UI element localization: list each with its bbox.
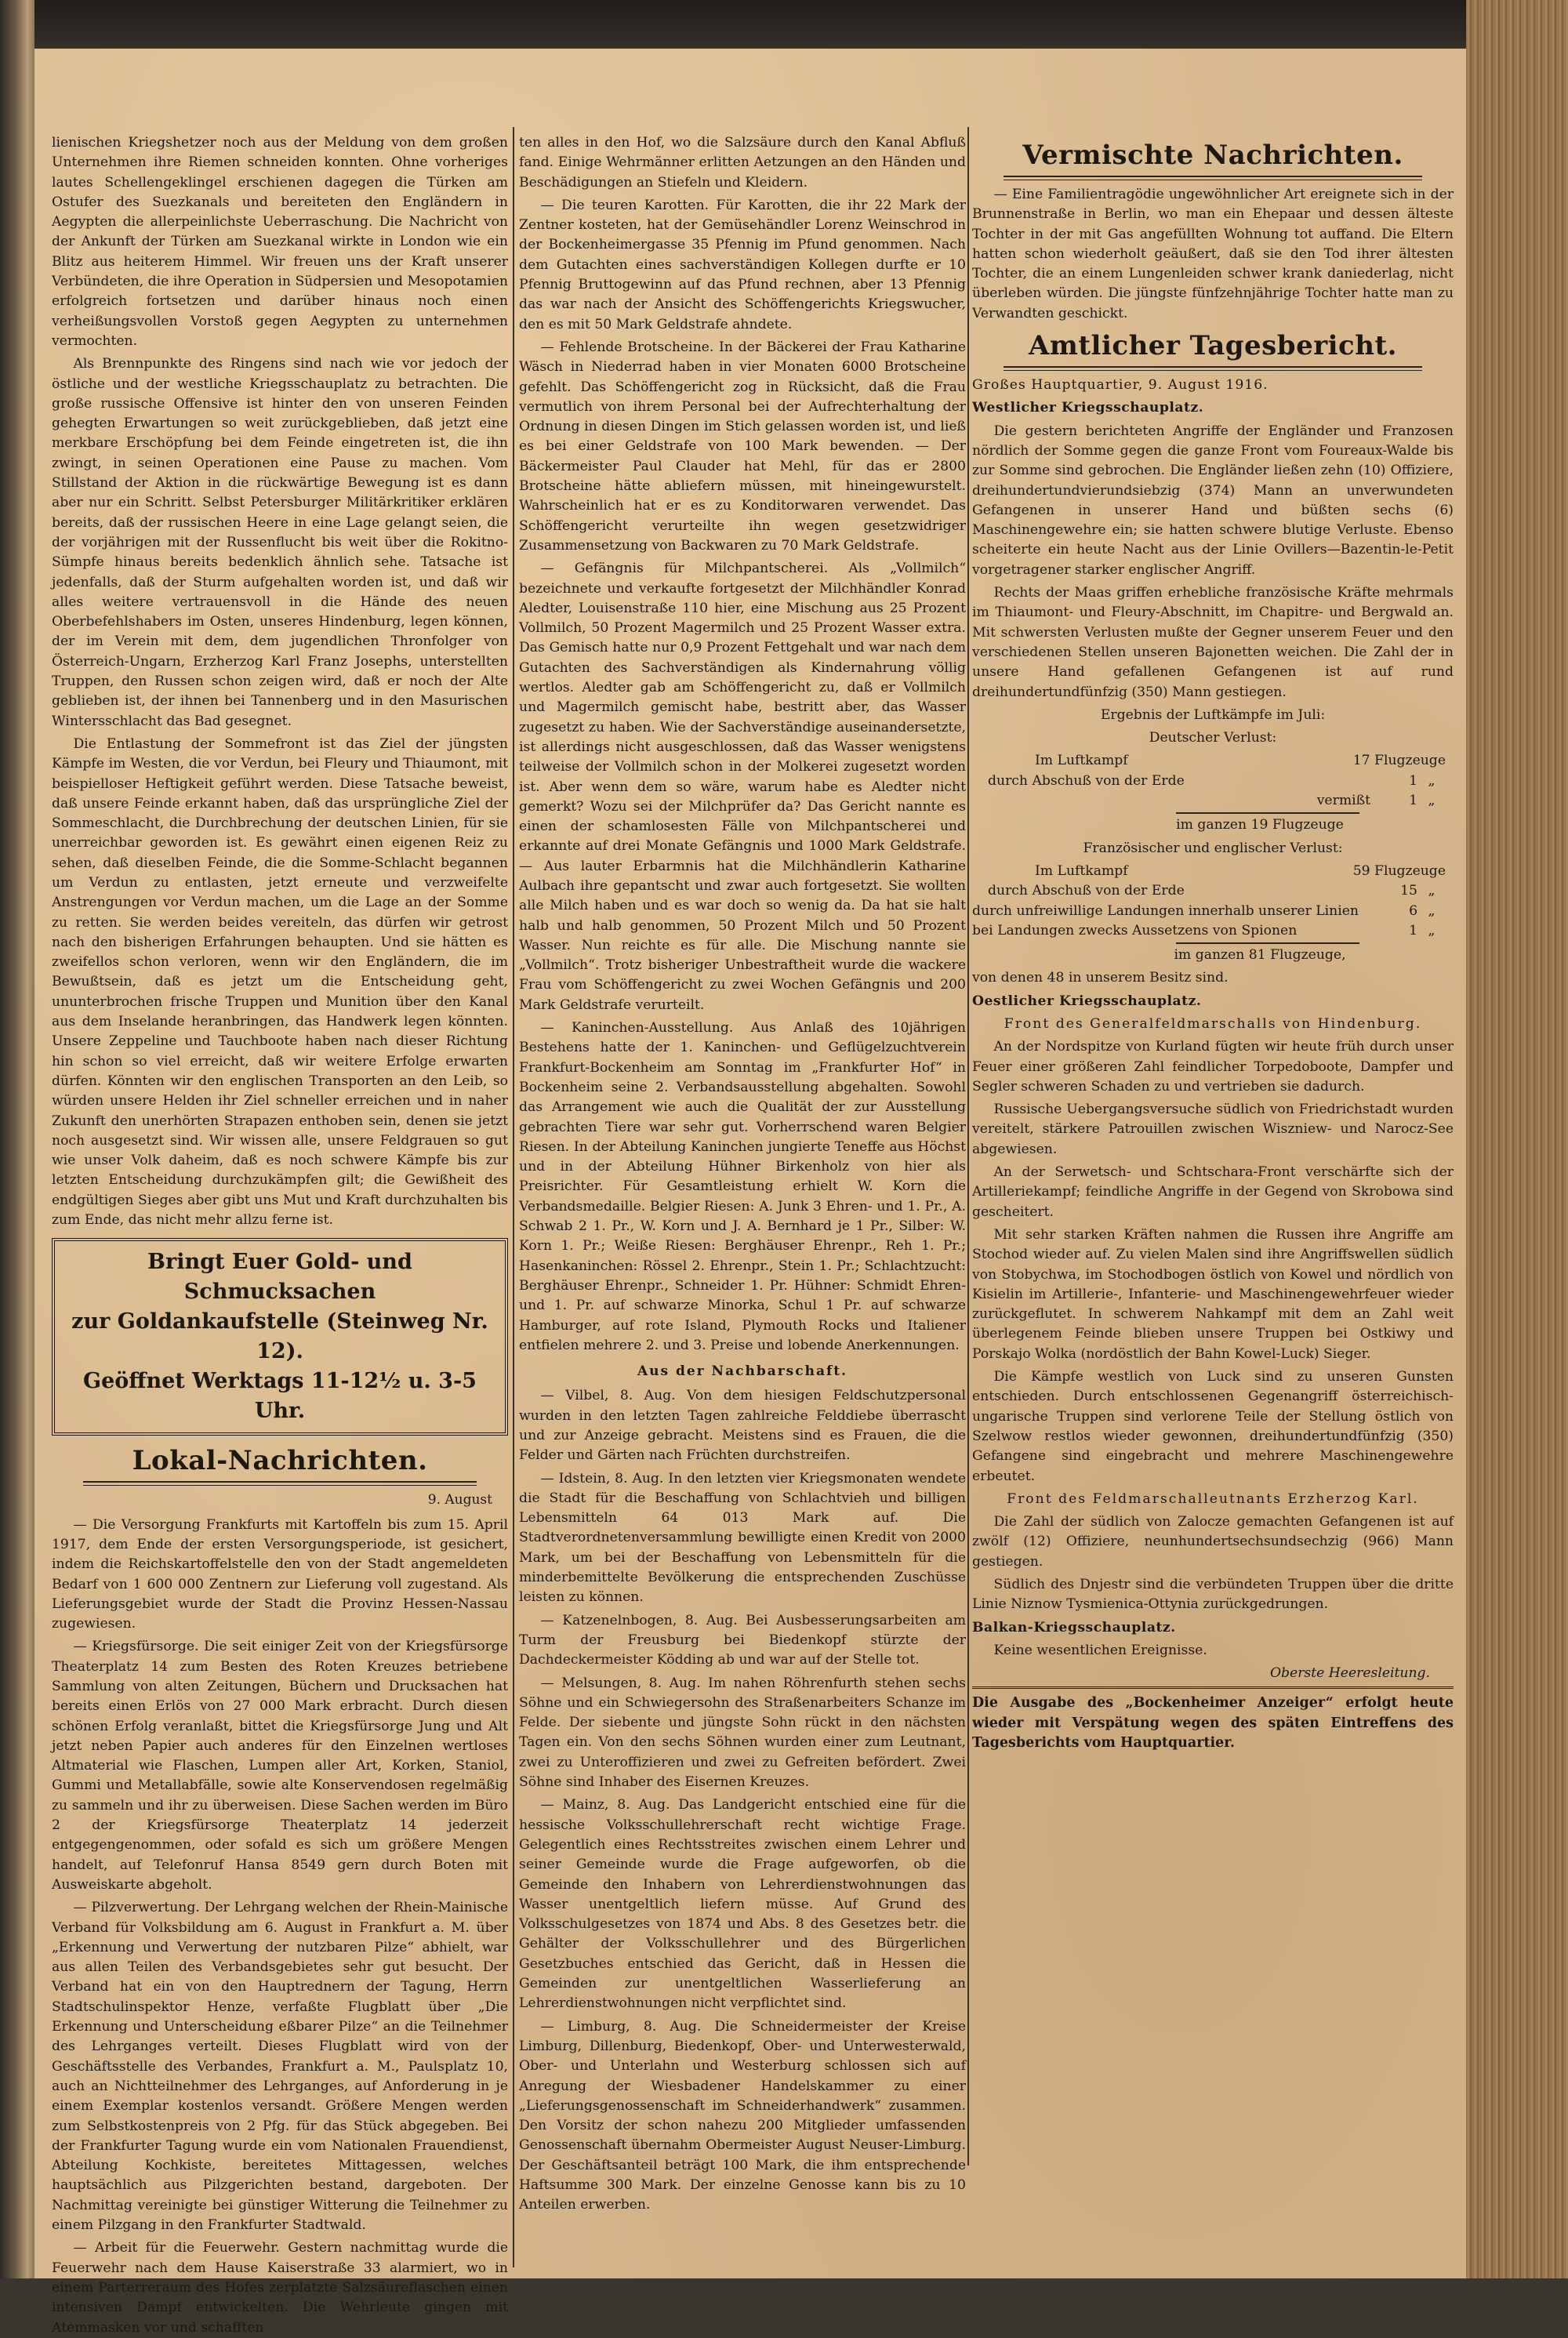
local-news-item: — Kriegsfürsorge. Die seit einiger Zeit von der Kriegsfürsorge Theaterplatz 14 zum Besten des Roten Kreuzes betriebene Sammlung von alten Zeitungen, Büchern und Drucksachen hat bereits einen Erlös von 27 000 Mark erbracht. Durch diesen schönen Erfolg veranlaßt, bittet die Kriegsfürsorge Jung und Alt jetzt neben Papier auch anderes für den Einzelnen wertloses Altmaterial wie Flaschen, Lumpen aller Art, Korken, Staniol, Gummi und Metallabfälle, sowie alte Konservendosen regelmäßig zu sammeln und ihr zu überweisen. Diese Sachen werden im Büro 2 der Kriegsfürsorge Theaterplatz 14 jederzeit entgegengenommen, oder sofald es sich um größere Mengen handelt, auf Telefonruf Hansa 8549 gern durch Boten mit Ausweiskarte abgeholt. — [52, 1639, 508, 1893]
report-paragraph: Die Kämpfe westlich von Luck sind zu unseren Gunsten entschieden. Durch entschlossenen Gegenangriff österreichisch-ungarische Truppen sind verlorene Teile der Stellung östlich von Szelwow restlos wieder gewonnen, dreihundertundfünfzig (350) Gefangene sind eingebracht und mehrere Maschinengewehre erbeutet. — [972, 1369, 1454, 1484]
ad-line: zur Goldankaufstelle (Steinweg Nr. 12). — [71, 1309, 488, 1364]
balkan-theater-title: Balkan-Kriegsschauplatz. — [972, 1619, 1176, 1636]
column-divider — [967, 127, 969, 2166]
heading-rule — [1004, 366, 1422, 371]
neighborhood-item: — Katzenelnbogen, 8. Aug. Bei Ausbesserungsarbeiten am Turm der Freusburg bei Biedenkopf stürzte der Dachdeckermeister Ködding ab und war auf der Stelle tot. — [519, 1612, 966, 1668]
report-paragraph: Keine wesentlichen Ereignisse. — [993, 1642, 1207, 1658]
report-signature: Oberste Heeresleitung. — [1269, 1665, 1430, 1682]
neighborhood-item: — Limburg, 8. Aug. Die Schneidermeister der Kreise Limburg, Dillenburg, Biedenkopf, Ober- und Unterwesterwald, Ober- und Unterlahn und Westerburg schlossen sich auf Anregung der Wiesbadener Handelskammer zu einer „Lieferungsgenossenschaft im Schneiderhandwerk“ zusammen. Den Vorsitz der schon nahezu 200 Mitglieder umfassenden Genossenschaft übernahm Obermeister August Neuser-Limburg. Der Geschäftsanteil beträgt 100 Mark, die ihm entsprechende Haftsumme 300 Mark. Der einzelne Genosse kann bis zu 10 Anteilen erwerben. — [519, 2018, 966, 2213]
allied-loss-note: von denen 48 in unserem Besitz sind. — [972, 970, 1229, 986]
hindenburg-front-title: Front des Generalfeldmarschalls von Hindenburg. — [1004, 1015, 1422, 1032]
allied-loss-involuntary — [972, 902, 1454, 921]
air-results-title: Ergebnis der Luftkämpfe im Juli: — [1100, 706, 1326, 723]
book-page-edges-right — [1466, 0, 1568, 2278]
allied-losses-title: Französischer und englischer Verlust: — [1083, 840, 1343, 856]
report-paragraph: Südlich des Dnjestr sind die verbündeten Truppen über die dritte Linie Niznow Tysmienica-Ottynia zurückgedrungen. — [972, 1577, 1454, 1613]
binding-shadow — [0, 0, 1568, 55]
column-2 — [519, 133, 966, 2247]
report-paragraph: Die gestern berichteten Angriffe der Engländer und Franzosen nördlich der Somme gegen die ganze Front vom Foureaux-Walde bis zur Somme sind gebrochen. Die Engländer ließen zehn (10) Offiziere, dreihundertundvierundsiebzig (374) Mann an unverwundeten Gefangenen in unserer Hand und büßten sechs (6) Maschinengewehre ein; sie hatten schwere blutige Verluste. Ebenso scheiterte ein heute Nacht aus der Linie Ovillers—Bazentin-le-Petit vorgetragener starker englischer Angriff. — [972, 423, 1454, 578]
neighborhood-item: — Vilbel, 8. Aug. Von dem hiesigen Feldschutzpersonal wurden in den letzten Tagen zahlreiche Felddiebe überrascht und zur Anzeige gebracht. Meistens sind es Frauen, die die Felder und Gärten nach Früchten durchstreifen. — [519, 1388, 966, 1464]
ditto-mark: „ — [1428, 883, 1436, 899]
report-paragraph: Die Zahl der südlich von Zalocze gemachten Gefangenen ist auf zwölf (12) Offiziere, neunhundertsechsundsechzig (966) Mann gestiegen. — [972, 1514, 1454, 1570]
stat-label: durch Abschuß von der Erde — [988, 772, 1185, 789]
report-paragraph: An der Serwetsch- und Schtschara-Front verschärfte sich der Artilleriekampf; feindliche Angriffe in der Gegend von Skrobowa sind gescheitert. — [972, 1164, 1454, 1220]
german-loss-total: im ganzen 19 Flugzeuge — [1176, 817, 1344, 833]
allied-loss-spies — [972, 921, 1454, 941]
stat-value: 1 — [1409, 772, 1417, 789]
local-news-heading: Lokal-Nachrichten. — [132, 1445, 428, 1477]
neighborhood-item: — Mainz, 8. Aug. Das Landgericht entschied eine für die hessische Volksschullehrerschaft recht wichtige Frage. Gelegentlich eines Rechtsstreites zwischen einem Lehrer und seiner Gemeinde wurde die Frage aufgeworfen, ob die Gemeinde den Inhabern von Lehrerdienstwohnungen das Wasser unentgeltlich liefern müsse. Auf Grund des Volksschulgesetzes von 1874 und Abs. 8 des Gesetzes betr. die Gehälter der Volksschullehrer und des Bürgerlichen Gesetzbuches entschied das Gericht, daß in Hessen die Gemeinden zur unentgeltlichen Wasserlieferung an Lehrerdienstwohnungen nicht verpflichtet sind. — [519, 1797, 966, 2012]
delay-notice: Die Ausgabe des „Bockenheimer Anzeiger“ erfolgt heute wieder mit Verspätung wegen des späten Eintreffens des Tagesberichts vom Hauptquartier. — [972, 1686, 1454, 1753]
local-news-item: — Gefängnis für Milchpantscherei. Als „Vollmilch“ bezeichnete und verkaufte fortgesetzt der Milchhändler Konrad Aledter, Louisenstraße 110 hier, eine Mischung aus 25 Prozent Vollmilch, 50 Prozent Magermilch und 25 Prozent Wasser extra. Das Gemisch hatte nur 0,9 Prozent Fettgehalt und war nach dem Gutachten des Sachverständigen als Kindernahrung völlig wertlos. Aledter gab am Schöffengericht zu, daß er Vollmilch und Magermilch gemischt habe, bestritt aber, das Wasser zugesetzt zu haben. Wie der Sachverständige auseinandersetzte, ist allerdings nicht ausgeschlossen, daß das Wasser wenigstens teilweise der Vollmilch schon in der Molkerei zugesetzt worden ist. Aber wenn dem so wäre, warum habe es Aledter nicht gemerkt? Wozu sei der Milchprüfer da? Das Gericht nannte es einen der schamlosesten Fälle von Milchpantscherei und erkannte auf drei Monate Gefängnis und 1000 Mark Geldstrafe. — Aus lauter Erbarmnis hat die Milchhändlerin Katharine Aulbach ihre gepantscht und zwar auch fortgesetzt. Sie wollten alle Milch haben und es war doch so wenig da. Da hat sie halt halb und halb genommen, 50 Prozent Milch und 50 Prozent Wasser. Nun reichte es für alle. Die Mischung nannte sie „Vollmilch“. Trotz bisheriger Unbestraftheit wurde die wackere Frau vom Schöffengericht zu zwei Wochen Gefängnis und 200 Mark Geldstrafe verurteilt. — [519, 561, 966, 1013]
german-loss-missing — [972, 791, 1454, 811]
sum-rule — [1176, 812, 1359, 814]
local-news-item: — Die teuren Karotten. Für Karotten, die ihr 22 Mark der Zentner kosteten, hat der Gemüsehändler Lorenz Weinschrod in der Bockenheimergasse 35 Pfennig im Pfund genommen. Nach dem Gutachten eines sachverständigen Kollegen durfte er 10 Pfennig Bruttogewinn auf das Pfund rechnen, aber 13 Pfennig das war nach der Ansicht des Schöffengerichts Kriegswucher, den es mit 50 Mark Geldstrafe ahndete. — [519, 197, 966, 332]
allied-loss-aircombat — [972, 862, 1454, 881]
stat-value: 1 — [1409, 922, 1417, 938]
ad-line: Bringt Euer Gold- und Schmucksachen — [147, 1250, 412, 1305]
heading-rule — [1004, 176, 1422, 180]
eastern-theater-title: Oestlicher Kriegsschauplatz. — [972, 993, 1202, 1009]
local-news-item: — Fehlende Brotscheine. In der Bäckerei der Frau Katharine Wäsch in Niederrad haben in vier Monaten 6000 Brotscheine gefehlt. Das Schöffengericht zog in Rücksicht, daß die Frau vermutlich von ihrem Personal bei der Aufrechterhaltung der Ordnung in diesen Dingen im Stich gelassen worden ist, und ließ es bei einer Geldstrafe von 100 Mark bewenden. — Der Bäckermeister Paul Clauder hat Mehl, für das er 2800 Brotscheine hätte abliefern müssen, mit hineingewurstelt. Wahrscheinlich hat er es zu Konditorwaren verwendet. Das Schöffengericht verurteilte ihn wegen gesetzwidriger Zusammensetzung von Backwaren zu 70 Mark Geldstrafe. — [519, 339, 966, 554]
report-headline: Großes Hauptquartier, 9. August 1916. — [972, 377, 1269, 394]
allied-loss-total: im ganzen 81 Flugzeuge, — [1174, 947, 1346, 964]
report-paragraph: Russische Uebergangsversuche südlich von Friedrichstadt wurden vereitelt, stärkere Patrouillen zwischen Wiszniew- und Narocz-See abgewiesen. — [972, 1102, 1454, 1157]
ad-line: Geöffnet Werktags 11-12½ u. 3-5 Uhr. — [83, 1369, 477, 1424]
daily-report-heading: Amtlicher Tagesbericht. — [1028, 330, 1398, 362]
article-paragraph: lienischen Kriegshetzer noch aus der Meldung von dem großen Unternehmen ihre Riemen schneiden konnten. Ohne vorheriges lautes Schellengeklingel erschienen dagegen die Türken am Ostufer des Suezkanals und bereiteten den Engländern in Aegypten die allerpeinlichste Ueberraschung. Die Nachricht von der Ankunft der Türken am Suezkanal wirkte in London wie ein Blitz aus heiterem Himmel. Wir freuen uns der Kraft unserer Verbündeten, die ihre Operation in Südpersien und Mesopotamien erfolgreich fortsetzen und darüber hinaus noch einen verheißungsvollen Vorstoß gegen Aegypten zu unternehmen vermochten. — [52, 135, 508, 349]
local-news-item: — Pilzverwertung. Der Lehrgang welchen der Rhein-Mainische Verband für Volksbildung am 6. August in Frankfurt a. M. über „Erkennung und Verwertung der nutzbaren Pilze“ abhielt, war aus allen Teilen des Verbandsgebietes sehr gut besucht. Der Verband hat ein von den Hauptrednern der Tagung, Herrn Stadtschulinspektor Henze, verfaßte Flugblatt über „Die Erkennung und Unterscheidung eßbarer Pilze“ an die Teilnehmer des Lehrganges verteilt. Dieses Flugblatt wird von der Geschäftsstelle des Verbandes, Frankfurt a. M., Paulsplatz 10, auch an Nichtteilnehmer des Lehrganges, auf Anforderung in je einem Exemplar kostenlos versandt. Größere Mengen werden zum Selbstkostenpreis von 2 Pfg. für das Stück abgegeben. Bei der Frankfurter Tagung wurde ein vom Nationalen Frauendienst, Abteilung Kochkiste, bereitetes Mittagessen, welches hauptsächlich aus Pilzgerichten bestand, dargeboten. Der Nachmittag vereinigte bei günstiger Witterung die Teilnehmer zu einem Pilzgang in den Frankfurter Stadtwald. — [52, 1900, 508, 2234]
stat-value: 59 Flugzeuge — [1352, 862, 1446, 879]
german-loss-ground — [972, 771, 1454, 791]
report-paragraph: Rechts der Maas griffen erhebliche französische Kräfte mehrmals im Thiaumont- und Fleury-Abschnitt, im Chapitre- und Bergwald an. Mit schwersten Verlusten mußte der Gegner unserem Feuer und den verschiedenen Stellen unseren Bajonetten weichen. Die Zahl der in unsere Hand gefallenen Gefangenen ist auf rund dreihundertundfünfzig (350) Mann gestiegen. — [972, 585, 1454, 700]
stat-value: 6 — [1409, 902, 1417, 919]
report-paragraph: An der Nordspitze von Kurland fügten wir heute früh durch unser Feuer einer größeren Zahl feindlicher Torpedoboote, Dampfer und Segler schweren Schaden zu und vertrieben sie dadurch. — [972, 1039, 1454, 1095]
stat-label: vermißt — [1316, 793, 1370, 809]
book-spine-left — [0, 0, 34, 2278]
sum-rule — [1176, 942, 1359, 944]
allied-loss-ground — [972, 881, 1454, 901]
local-news-item: — Arbeit für die Feuerwehr. Gestern nachmittag wurde die Feuerwehr nach dem Hause Kaiserstraße 33 alarmiert, wo in einem Parterreraum des Hofes zerplatzte Salzsäureflaschen einen intensiven Dampf entwickelten. Die Wehrleute gingen mit Atemmasken vor und schafften — [52, 2240, 508, 2336]
german-losses-title: Deutscher Verlust: — [1149, 730, 1277, 746]
report-paragraph: Mit sehr starken Kräften nahmen die Russen ihre Angriffe am Stochod wieder auf. Zu vielen Malen sind ihre Angriffswellen südlich von Stobychwa, im Stochodbogen östlich von Kowel und nördlich von Kisielin im Artillerie-, Infanterie- und Maschinengewehrfeuer wieder zurückgeflutet. In schwerem Nahkampf mit dem an Zahl weit überlegenem Feinde blieben unsere Truppen bei Ostkiwy und Porskajo Wolka (nordöstlich der Bahn Kowel-Luck) Sieger. — [972, 1226, 1454, 1362]
heading-rule — [83, 1481, 477, 1486]
stat-label: Im Luftkampf — [1035, 753, 1128, 769]
column-1 — [52, 133, 508, 2336]
ditto-mark: „ — [1428, 793, 1436, 809]
ditto-mark: „ — [1428, 772, 1436, 789]
article-paragraph: Die Entlastung der Sommefront ist das Ziel der jüngsten Kämpfe im Westen, die vor Verdun, bei Fleury und Thiaumont, mit beispielloser Heftigkeit geführt werden. Diese Tatsache beweist, daß unsere Feinde erkannt haben, daß das ursprüngliche Ziel der Sommeschlacht, die Durchbrechung der deutschen Linien, für sie unerreichbar geworden ist. Es gewährt einen eigenen Reiz zu sehen, daß dieselben Feinde, die die Somme-Schlacht begannen um Verdun zu entlasten, jetzt erneute und verzweifelte Anstrengungen vor Verdun machen, um die Lage an der Somme zu retten. Sie werden beides vereiteln, das dürfen wir getrost nach den bisherigen Erfahrungen behaupten. Und sie hätten es zweifellos schon verloren, wenn wir den Engländern, die im Bewußtsein, daß es jetzt um die Entscheidung geht, ununterbrochen frische Truppen und Munition über den Kanal aus dem Inselande heranbringen, das Handwerk legen könnten. Unsere Zeppeline und Tauchboote haben nach dieser Richtung hin schon so viel erreicht, daß wir weitere Erfolge erwarten dürfen. Könnten wir den englischen Transporten an den Leib, so würden unsere Helden ihr Ziel schneller erreichen und in naher Zukunft den unerhörten Strapazen enthoben sein, denen sie jetzt noch ausgesetzt sind. Wir wissen alle, unsere Feldgrauen so gut wie unser Volk daheim, daß es noch schwere Kämpfe bis zur letzten Entscheidung durchzukämpfen gilt; die Gewißheit des endgültigen Sieges aber gibt uns Mut und Kraft durchzuhalten bis zum Ende, das nicht mehr allzu ferne ist. — [52, 735, 508, 1229]
stat-value: 17 Flugzeuge — [1352, 753, 1446, 769]
gold-purchase-advertisement — [52, 1238, 508, 1436]
column-3 — [972, 133, 1454, 2247]
ditto-mark: „ — [1428, 922, 1436, 938]
article-paragraph: Als Brennpunkte des Ringens sind nach wie vor jedoch der östliche und der westliche Kriegsschauplatz zu betrachten. Die große russische Offensive ist hinter den von unseren Feinden gehegten Erwartungen so weit zurückgeblieben, daß jetzt eine merkbare Erschöpfung bei dem Feinde eingetreten ist, die ihn zwingt, in seinen Operationen eine Pause zu machen. Vom Stillstand der Aktion in die rückwärtige Bewegung ist es dann aber nur ein Schritt. Selbst Petersburger Militärkritiker erklären bereits, daß der russischen Heere in eine Lage gelangt seien, die der vorjährigen mit der Russenflucht bis weit über die Rokitno-Sümpfe hinaus bereits bedenklich ähnlich sehe. Tatsache ist jedenfalls, daß der Sturm aufgehalten worden ist, und daß wir alles weitere vertrauensvoll in die Hände des neuen Oberbefehlshabers im Osten, unseres Hindenburg, legen können, der im Verein mit dem, dem jugendlichen Thronfolger von Österreich-Ungarn, Erzherzog Karl Franz Josephs, unterstellten Truppen, den Russen schon zeigen wird, daß er noch der Alte geblieben ist, der ihnen bei Tannenberg und in den Masurischen Wintersschlacht das Bad gesegnet. — [52, 356, 508, 729]
archduke-front-title: Front des Feldmarschalleutnants Erzherzog Karl. — [1007, 1490, 1419, 1507]
neighborhood-item: — Idstein, 8. Aug. In den letzten vier Kriegsmonaten wendete die Stadt für die Beschaffung von Schlachtvieh und billigen Lebensmitteln 64 013 Mark auf. Die Stadtverordnetenversammlung bewilligte einen Kredit von 2000 Mark, um bei der Beschaffung von Lebensmitteln für die minderbemittelte Bevölkerung die entsprechenden Zuschüsse leisten zu können. — [519, 1470, 966, 1606]
stat-label: bei Landungen zwecks Aussetzens von Spionen — [972, 922, 1298, 938]
misc-news-item: — Eine Familientragödie ungewöhnlicher Art ereignete sich in der Brunnenstraße in Berlin, wo man ein Ehepaar und dessen älteste Tochter in der mit Gas angefüllten Wohnung tot auffand. Die Eltern hatten schon wiederholt geäußert, daß sie den Tod ihrer ältesten Tochter, die an einem Lungenleiden schwer krank daniederlag, nicht überleben würden. Die jüngste fünfzehnjährige Tochter hatte man zu Verwandten geschickt. — [972, 187, 1454, 321]
german-loss-aircombat — [972, 751, 1454, 771]
local-news-item: ten alles in den Hof, wo die Salzsäure durch den Kanal Abfluß fand. Einige Wehrmänner erlitten Aetzungen an den Händen und Beschädigungen an Stiefeln und Kleidern. — [519, 135, 966, 191]
ditto-mark: „ — [1428, 902, 1436, 919]
stat-value: 1 — [1409, 793, 1417, 809]
neighborhood-item: — Melsungen, 8. Aug. Im nahen Röhrenfurth stehen sechs Söhne und ein Schwiegersohn des Straßenarbeiters Schanze im Felde. Der siebente und jüngste Sohn rückt in den nächsten Tagen ein. Von den sechs Söhnen wurden einer zum Leutnant, zwei zu Unteroffizieren und zwei zu Gefreiten befördert. Zwei Söhne sind Inhaber des Eisernen Kreuzes. — [519, 1675, 966, 1791]
stat-value: 15 — [1400, 883, 1417, 899]
local-news-item: — Kaninchen-Ausstellung. Aus Anlaß des 10jährigen Bestehens hatte der 1. Kaninchen- und Geflügelzuchtverein Frankfurt-Bockenheim am Sonntag im „Frankfurter Hof“ in Bockenheim seine 2. Verbandsausstellung abgehalten. Sowohl das Arrangement wie auch die Qualität der zur Ausstellung gebrachten Tiere war sehr gut. Vorherrschend waren Belgier Riesen. In der Abteilung Kaninchen jungierte Teneffe aus Höchst und in der Abteilung Hühner Birkenholz von hier als Preisrichter. Für Gesamtleistung erhielt W. Korn die Verbandsmedaille. Belgier Riesen: A. Junk 3 Ehren- und 1. Pr., A. Schwab 2 1. Pr., W. Korn und J. A. Bernhard je 1 Pr., Silber: W. Korn 1. Pr.; Weiße Riesen: Berghäuser Ehrenpr., Reh 1. Pr.; Hasenkaninchen: Rössel 2. Ehrenpr., Stein 1. Pr.; Schlachtzucht: Berghäuser Ehrenpr., Schneider 1. Pr. Hühner: Schmidt Ehren- und 1. Pr. auf schwarze Minorka, Schul 1 Pr. auf schwarze Hamburger, auf rote Island, Plymouth Rocks und Italiener entfielen mehrere 2. und 3. Preise und lobende Anerkennungen. — [519, 1020, 966, 1353]
local-news-item: — Die Versorgung Frankfurts mit Kartoffeln bis zum 15. April 1917, dem Ende der ersten Versorgungsperiode, ist gesichert, indem die Reichskartoffelstelle den von der Stadt angemeldeten Bedarf von 1 600 000 Zentnern zur Lieferung voll zugestand. Als Lieferungsgebiet wurde der Stadt die Provinz Hessen-Nassau zugewiesen. — [52, 1516, 508, 1632]
column-divider — [513, 127, 514, 2267]
stat-label: durch unfreiwillige Landungen innerhalb unserer Linien — [972, 902, 1359, 919]
neighborhood-heading: Aus der Nachbarschaft. — [637, 1363, 848, 1380]
western-theater-title: Westlicher Kriegsschauplatz. — [972, 400, 1204, 416]
stat-label: durch Abschuß von der Erde — [988, 883, 1185, 899]
stat-label: Im Luftkampf — [1035, 862, 1128, 879]
newspaper-page — [34, 49, 1466, 2336]
local-news-date: 9. August — [427, 1492, 492, 1508]
misc-news-heading: Vermischte Nachrichten. — [1022, 140, 1403, 171]
